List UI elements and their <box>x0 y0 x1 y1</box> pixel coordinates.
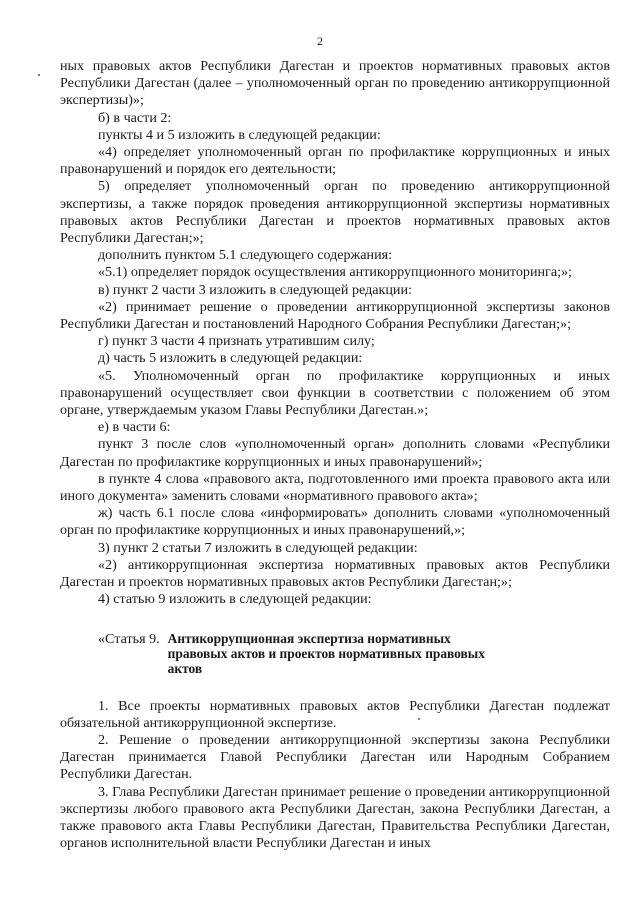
text-line: «5.1) определяет порядок осуществления антикоррупционного мониторинга;»; <box>98 264 572 281</box>
text-line: в) пункт 2 части 3 изложить в следующей редакции: <box>98 281 412 298</box>
article-title: Антикоррупционная экспертиза нормативных правовых актов и проектов нормативных правовых актов <box>167 630 485 676</box>
text-line: 4) статью 9 изложить в следующей редакции: <box>98 591 372 608</box>
text-line: пункт 3 после слов «уполномоченный орган» дополнить словами «Республики Дагестан по профилактике коррупционных и иных правонарушений»; <box>60 436 610 470</box>
text-line: ж) часть 6.1 после слова «информировать» дополнить словами «уполномоченный орган по профилактике коррупционных и иных правонарушений,»; <box>60 505 610 539</box>
text-line: в пункте 4 слова «правового акта, подготовленного ими проекта правового акта или иного документа» заменить словами «нормативного правового акта»; <box>60 470 610 505</box>
article-paragraph: 1. Все проекты нормативных правовых актов Республики Дагестан подлежат обязательной антикоррупционной экспертизе. <box>60 697 610 731</box>
text-line: е) в части 6: <box>98 419 171 436</box>
text-line: «2) антикоррупционная экспертиза нормативных правовых актов Республики Дагестан и проектов нормативных правовых актов Республики Дагестан;»; <box>60 556 610 591</box>
text-line: б) в части 2: <box>98 109 172 126</box>
text-line: д) часть 5 изложить в следующей редакции: <box>98 350 363 367</box>
article-paragraph: 2. Решение о проведении антикоррупционной экспертизы закона Республики Дагестан принимается Главой Республики Дагестан или Народным Собранием Республики Дагестан. <box>60 731 610 783</box>
page-number: 2 <box>317 34 323 48</box>
text-line: ных правовых актов Республики Дагестан и проектов нормативных правовых актов Республики Дагестан (далее – уполномоченный орган по проведению антикоррупционной экспертизы)»; <box>60 58 610 109</box>
text-line: г) пункт 3 части 4 признать утратившим силу; <box>98 333 375 350</box>
text-line: «4) определяет уполномоченный орган по профилактике коррупционных и иных правонарушений и порядок его деятельности; <box>60 144 610 178</box>
text-line: «5. Уполномоченный орган по профилактике коррупционных и иных правонарушений осуществляет свои функции в соответствии с положением об этом органе, утверждаемым указом Главы Республики Дагестан.»; <box>60 367 610 419</box>
article-paragraph: 3. Глава Республики Дагестан принимает решение о проведении антикоррупционной экспертизы любого правового акта Республики Дагестан, закона Республики Дагестан, а также правового акта Главы Республики Дагестан, Правительства Республики Дагестан, органов исполнительной власти Республики Дагестан и иных <box>60 783 610 852</box>
article-heading <box>98 631 610 676</box>
text-line: пункты 4 и 5 изложить в следующей редакции: <box>98 126 381 143</box>
text-line: дополнить пунктом 5.1 следующего содержания: <box>98 247 393 264</box>
scan-speck <box>38 74 40 76</box>
text-line: «2) принимает решение о проведении антикоррупционной экспертизы законов Республики Дагестан и постановлений Народного Собрания Республики Дагестан;»; <box>60 298 610 333</box>
text-line: 5) определяет уполномоченный орган по проведению антикоррупционной экспертизы, а также порядок проведения антикоррупционной экспертизы нормативных правовых актов Республики Дагестан и проектов нормативных правовых актов Республики Дагестан;»; <box>60 178 610 247</box>
text-line: 3) пункт 2 статьи 7 изложить в следующей редакции: <box>98 539 418 556</box>
article-label: «Статья 9. <box>98 630 160 647</box>
document-body <box>60 58 610 852</box>
